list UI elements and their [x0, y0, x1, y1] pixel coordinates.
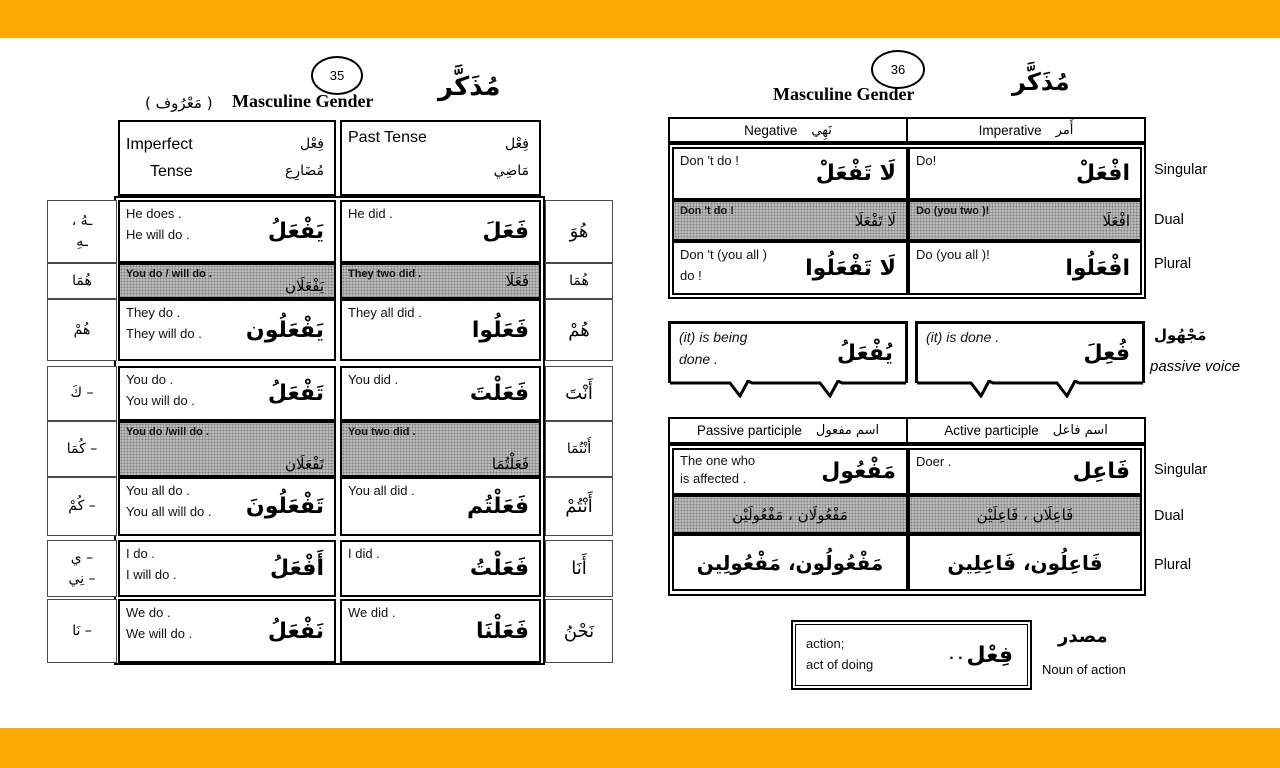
masdar-label-en: Noun of action [1042, 662, 1126, 677]
passive-participle-cell: مَفْعُولُون، مَفْعُولِين [672, 534, 908, 591]
suffix-cell: هُمْ [47, 299, 117, 361]
imperative-cell: Do (you two )! افْعَلَا [908, 200, 1142, 241]
past-cell: He did . فَعَلَ [340, 200, 541, 263]
past-header-en: Past Tense [348, 129, 427, 146]
pronoun-cell: هُمَا [545, 263, 613, 299]
past-cell: They all did . فَعَلُوا [340, 299, 541, 361]
negative-cell: Don 't do ! لَا تَفْعَلْ [672, 147, 908, 200]
plural-label: Plural [1154, 557, 1192, 573]
dual-label: Dual [1154, 508, 1184, 524]
past-tense-header [340, 120, 541, 196]
imperfect-cell: We do . We will do . نَفْعَلُ [118, 599, 336, 663]
pronoun-cell: أَنَا [545, 540, 613, 597]
page-number: 35 [329, 68, 345, 83]
pronoun-cell: أَنْتُمَا [545, 421, 613, 477]
suffix-cell: – كُمَا [47, 421, 117, 477]
dual-label: Dual [1154, 212, 1184, 228]
past-cell: We did . فَعَلْنَا [340, 599, 541, 663]
active-participle-cell: فَاعِلُون، فَاعِلِين [908, 534, 1142, 591]
suffix-cell: – ي – نِي [47, 540, 117, 597]
page-title: Masculine Gender [773, 84, 915, 104]
imperfect-cell: I do . I will do . أَفْعَلُ [118, 540, 336, 597]
pronoun-cell: أَنْتَ [545, 366, 613, 421]
negative-cell: Don 't (you all ) do ! لَا تَفْعَلُوا [672, 241, 908, 295]
suffix-cell: – كَ [47, 366, 117, 421]
imperative-cell: Do (you all )! افْعَلُوا [908, 241, 1142, 295]
past-cell: I did . فَعَلْتُ [340, 540, 541, 597]
imperfect-cell: You do /will do . تَفْعَلَان [118, 421, 336, 477]
masdar-label-ar: مصدر [1058, 626, 1108, 647]
pronoun-cell: هُوَ [545, 200, 613, 263]
suffix-cell: – كُمْ [47, 477, 117, 536]
plural-label: Plural [1154, 256, 1192, 272]
majhul-label: مَجْهُول [1154, 326, 1207, 344]
past-cell: You did . فَعَلْتَ [340, 366, 541, 421]
past-cell: You all did . فَعَلْتُم [340, 477, 541, 536]
page-number: 36 [890, 62, 906, 77]
imperfect-cell: You do / will do . يَفْعَلَان [118, 263, 336, 299]
pronoun-cell: نَحْنُ [545, 599, 613, 663]
ellipsis-dots: . . [949, 646, 963, 663]
torn-edge-decoration [668, 380, 908, 398]
passive-voice-label: passive voice [1150, 358, 1241, 375]
past-header-ar: فِعْل مَاضِي [493, 136, 529, 179]
past-cell: You two did . فَعَلْتُمَا [340, 421, 541, 477]
noun-of-action-box: action; act of doing . . فِعْل [795, 624, 1028, 686]
active-participle-cell: فَاعِلَان ، فَاعِلَيْن [908, 495, 1142, 534]
imperfect-header-line1: Imperfect [126, 135, 193, 153]
suffix-cell: – نَا [47, 599, 117, 663]
page-35 [40, 38, 625, 728]
maruf-subtitle: ( مَعْرُوف ) [145, 94, 213, 112]
imperfect-header-en [126, 131, 193, 185]
imperative-header: Imperative أَمر [906, 119, 1144, 141]
imperfect-cell: You do . You will do . تَفْعَلُ [118, 366, 336, 421]
suffix-cell: ـهُ ، ـهِ [47, 200, 117, 263]
pronoun-cell: هُمْ [545, 299, 613, 361]
imperfect-tense-header [118, 120, 336, 196]
passive-past-box: (it) is done . فُعِلَ [915, 321, 1145, 383]
suffix-cell: هُمَا [47, 263, 117, 299]
passive-participle-header: Passive participle اسم مفعول [696, 423, 880, 438]
active-participle-header: Active participle اسم فاعل [906, 419, 1144, 442]
past-cell: They two did . فَعَلَا [340, 263, 541, 299]
page-36 [660, 38, 1280, 728]
singular-label: Singular [1154, 162, 1208, 178]
page-title: Masculine Gender [232, 91, 374, 111]
negative-cell: Don 't do ! لَا تَفْعَلَا [672, 200, 908, 241]
imperative-cell: Do! افْعَلْ [908, 147, 1142, 200]
negative-header: Negative نَهِي [744, 122, 832, 138]
active-participle-cell: Doer . فَاعِل [908, 448, 1142, 495]
torn-edge-decoration [915, 380, 1145, 398]
singular-label: Singular [1154, 462, 1208, 478]
mudhakkar-title: مُذَكَّر [438, 72, 501, 102]
imperfect-cell: They do . They will do . يَفْعَلُون [118, 299, 336, 361]
passive-participle-cell: The one who is affected . مَفْعُول [672, 448, 908, 495]
participle-header [668, 417, 1146, 444]
top-border-band [0, 0, 1280, 38]
pronoun-cell: أَنْتُمْ [545, 477, 613, 536]
mudhakkar-title: مُذَكَّر [1012, 68, 1070, 96]
page-number-badge [311, 56, 363, 95]
imperfect-header-line2: Tense [150, 163, 193, 180]
imperfect-cell: He does . He will do . يَفْعَلُ [118, 200, 336, 263]
passive-participle-cell: مَفْعُولَان ، مَفْعُولَيْن [672, 495, 908, 534]
imperfect-header-ar: فِعْل مُضَارِع [284, 136, 324, 179]
neg-imp-header [668, 117, 1146, 143]
bottom-border-band [0, 728, 1280, 768]
imperfect-cell: You all do . You all will do . تَفْعَلُونَ [118, 477, 336, 536]
passive-imperfect-box: (it) is being done . يُفْعَلُ [668, 321, 908, 383]
